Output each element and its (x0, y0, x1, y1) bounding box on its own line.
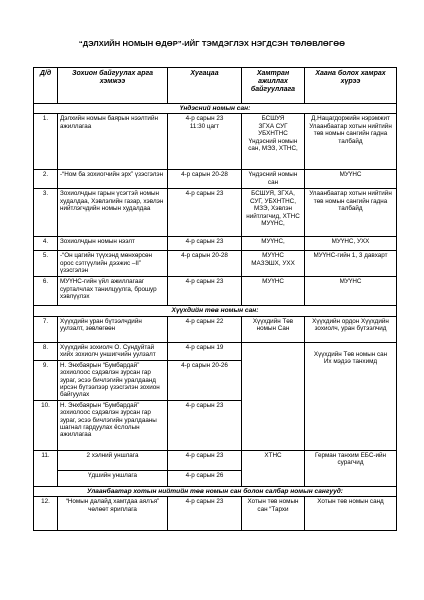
table-row (34, 316, 397, 342)
row-number: 3. (34, 189, 58, 237)
plan-table (33, 67, 397, 531)
section-row (34, 486, 397, 496)
row-partner: Үндэсний номын сан (242, 170, 305, 189)
row-event: Н. Энхбаярын “Бумбардай” зохиолоос сэдэвлэн зурсан гар зураг, эсээ бичлэгийн уралдааны шагнал гардуулах ёслолын ажиллагаа (58, 400, 168, 450)
row-event: Хүүхдийн зохиолч О. Сундуйтай хийх зохиолч уншигчийн уулзалт (58, 342, 168, 360)
row-partner-line: МАЗЭШХ, УХХ (251, 259, 295, 267)
row-number: 6. (34, 277, 58, 306)
table-row (34, 342, 397, 360)
row-event: 2 хэлний уншлага (58, 450, 168, 470)
row-partner (242, 342, 305, 450)
row-partner (242, 251, 305, 277)
row-date: 4-р сарын 23 (168, 400, 242, 450)
row-date: 4-р сарын 23 (168, 237, 242, 251)
row-event: Н. Энхбаярын “Бумбардай” зохиолоос сэдэвлэн зурсан гар зураг, эсээ бичлэгийн уралдаанд ирсэн бүтээлээр үзэсгэлэн зохион байгуулах (58, 360, 168, 400)
row-date: 4-р сарын 22 (168, 316, 242, 342)
row-event: Зохиолчдын номын нээлт (58, 237, 168, 251)
row-partner-line: УБХНТНС (258, 130, 288, 138)
row-date: 4-р сарын 19 (168, 342, 242, 360)
row-venue: Хүүхдийн ордон Хүүхдийн зохиолч, уран бүтээлчид (305, 316, 397, 342)
header-number: Д/д (34, 68, 58, 104)
section-row (34, 104, 397, 114)
row-partner: ХТНС (242, 450, 305, 486)
table-row (34, 251, 397, 277)
row-event: -“Он цагийн түүхэнд мөнхөрсөн орос сэтгүүлийн дээжис –II” үзэсгэлэн (58, 251, 168, 277)
row-date: 4-р сарын 23 (168, 189, 242, 237)
row-number: 9. (34, 360, 58, 400)
row-date: 4-р сарын 20-28 (168, 251, 242, 277)
row-date: 4-р сарын 23 (168, 277, 242, 306)
row-venue: МУҮНС (305, 277, 397, 306)
row-number: 4. (34, 237, 58, 251)
row-event: “Номын далайд хамтдаа аялъя” чөлөөт яриплага (58, 497, 168, 531)
row-event: Дэлхийн номын баярын нээлтийн ажиллагаа (58, 114, 168, 170)
row-date: 4-р сарын 26 (168, 470, 242, 486)
row-partner-line: Үндэсний номын сан, МЭЗ, ХТНС, (248, 137, 298, 153)
row-number: 5. (34, 251, 58, 277)
section-row (34, 306, 397, 316)
row-date-line: 4-р сарын 23 (185, 115, 224, 123)
row-venue: Улаанбаатар хотын нийтийн төв номын сангийн гадна талбайд (305, 189, 397, 237)
header-event: Зохион байгуулах арга хэмжээ (58, 68, 168, 104)
row-number: 7. (34, 316, 58, 342)
header-venue: Хаана болох хамрах хүрээ (305, 68, 397, 104)
row-partner-line: БСШУЯ (261, 115, 285, 123)
header-partner: Хамтран ажиллах байгууллага (242, 68, 305, 104)
header-date: Хугацаа (168, 68, 242, 104)
row-date: 4-р сарын 23 (168, 450, 242, 470)
section-heading: Улаанбаатар хотын нийтийн төв номын сан болон салбар номын сангууд: (34, 486, 397, 496)
table-row (34, 450, 397, 470)
row-event: Үдшийн уншлага (58, 470, 168, 486)
row-event: Хүүхдийн уран бүтээлчдийн уулзалт, зөвлөгөөн (58, 316, 168, 342)
table-row (34, 277, 397, 306)
row-venue: Герман танхим ЕБС-ийн сурагчид (305, 450, 397, 486)
document-title: “ДЭЛХИЙН НОМЫН ӨДӨР”-ИЙГ ТЭМДЭГЛЭХ НЭГДСЭН ТӨЛӨВЛӨГӨӨ (78, 39, 346, 48)
table-row (34, 114, 397, 170)
row-venue: МУҮНС, УХХ (305, 237, 397, 251)
row-number: 8. (34, 342, 58, 360)
row-venue: Хотын төв номын санд (305, 497, 397, 531)
row-date: 4-р сарын 20-28 (168, 170, 242, 189)
row-partner: Хүүхдийн Төв номын Сан (242, 316, 305, 342)
row-venue (305, 342, 397, 450)
row-partner-line: МУҮНС (262, 252, 284, 260)
row-date: 4-р сарын 23 (168, 497, 242, 531)
row-partner: МУҮНС, (242, 237, 305, 251)
section-heading: Үндэсний номын сан: (34, 104, 397, 114)
row-event: МУҮНС-гийн үйл ажиллагааг сурталчлах танилцуулга, брошур хэвлүүлэх (58, 277, 168, 306)
row-number: 2. (34, 170, 58, 189)
table-row (34, 237, 397, 251)
row-partner: МУҮНС (242, 277, 305, 306)
row-date (168, 114, 242, 170)
row-venue: МУҮНС-гийн 1, 3 давхарт (305, 251, 397, 277)
row-partner: БСШУЯ, ЗГХА, СУГ, УБХНТНС, МЗЭ, Хэвлэн нийтлэгчид, ХТНС МУҮНС, (242, 189, 305, 237)
row-event: -“Ном ба зохиогчийн эрх” үзэсгэлэн (58, 170, 168, 189)
row-number: 11. (34, 450, 58, 486)
row-partner-line: ЗГХА СУГ (258, 122, 288, 130)
row-event: Зохиолчдын гарын үсэгтэй номын худалдаа, Хэвлэлийн газар, хэвлэн нийтлэгчдийн номын худалдаа (58, 189, 168, 237)
row-venue: Д.Нацагдоржийн нэрэмжит Улаанбаатар хотын нийтийн төв номын сангийн гадна талбайд (305, 114, 397, 170)
table-row (34, 497, 397, 531)
section-heading: Хүүхдийн төв номын сан: (34, 306, 397, 316)
table-row (34, 189, 397, 237)
row-number: 10. (34, 400, 58, 450)
row-partner (242, 114, 305, 170)
row-venue: МУҮНС (305, 170, 397, 189)
row-number: 12. (34, 497, 58, 531)
row-partner: Хотын төв номын сан “Тархи (242, 497, 305, 531)
row-number: 1. (34, 114, 58, 170)
table-row (34, 170, 397, 189)
row-date: 4-р сарын 20-26 (168, 360, 242, 400)
row-venue-line: Их мэдээ танхимд (323, 358, 378, 366)
row-venue-line: Хүүхдийн Төв номын сан (313, 350, 388, 358)
header-row (34, 68, 397, 104)
row-time-line: 11:30 цагт (189, 122, 220, 130)
